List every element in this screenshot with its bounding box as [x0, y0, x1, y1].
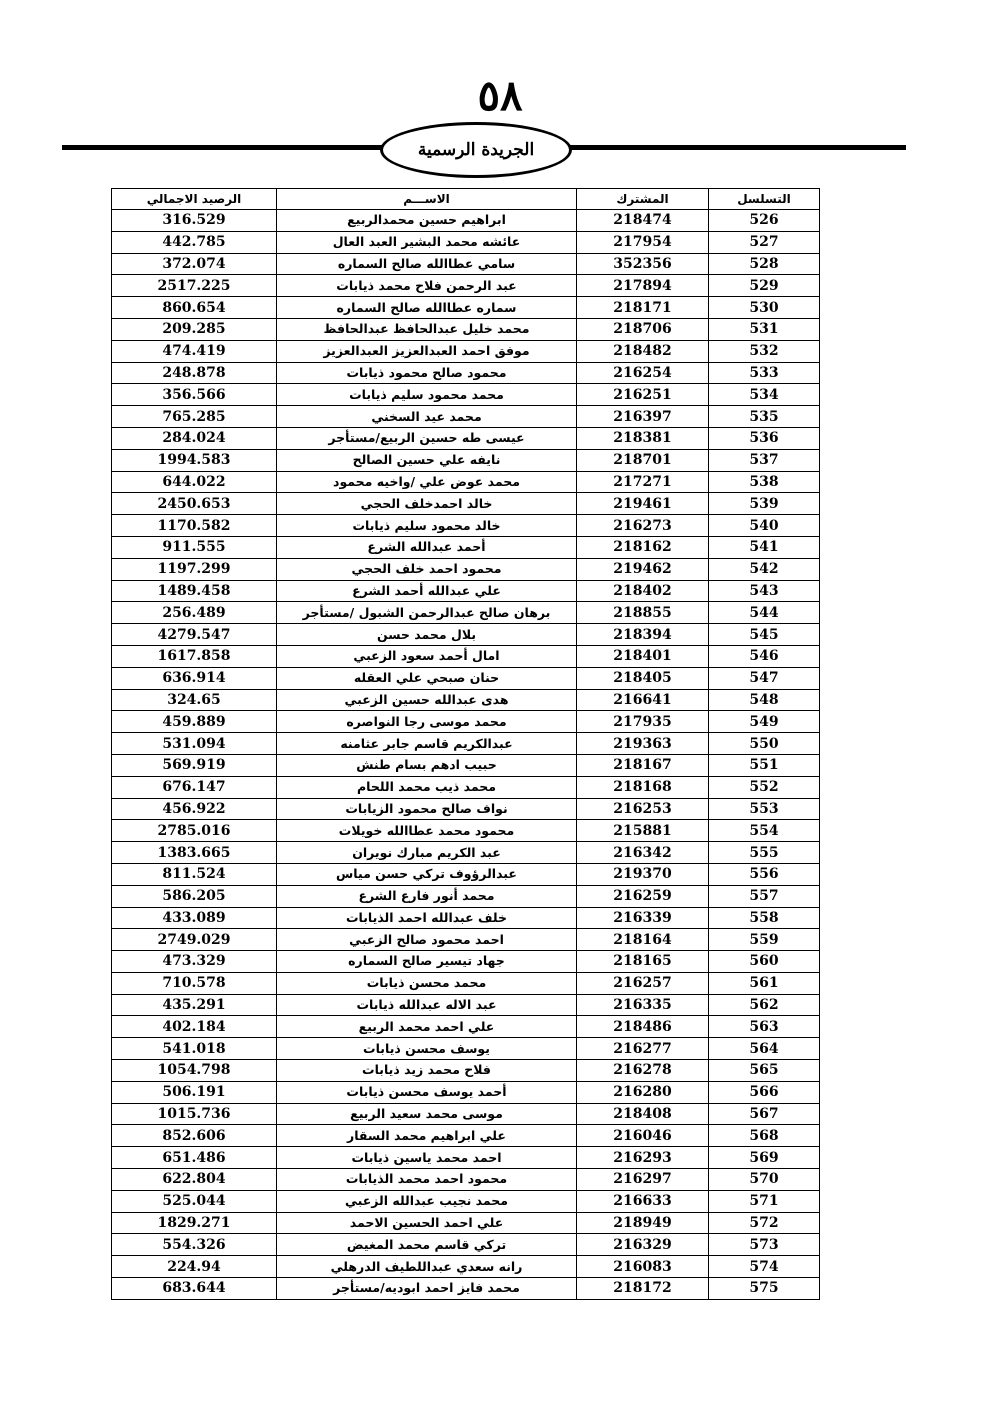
table-row: [112, 515, 820, 537]
table-row: [112, 275, 820, 297]
table-row: [112, 558, 820, 580]
serial-cell: 536: [709, 427, 820, 449]
name-cell: احمد محمود صالح الزعبي: [277, 929, 577, 951]
name-cell: جهاد تيسير صالح السماره: [277, 951, 577, 973]
serial-cell: 537: [709, 449, 820, 471]
serial-cell: 565: [709, 1060, 820, 1082]
balance-cell: 459.889: [112, 711, 277, 733]
serial-cell: 569: [709, 1147, 820, 1169]
balance-cell: 1197.299: [112, 558, 277, 580]
name-cell: علي احمد محمد الربيع: [277, 1016, 577, 1038]
serial-cell: 572: [709, 1212, 820, 1234]
table-body: [112, 210, 820, 1300]
subscriber-cell: 216277: [577, 1038, 709, 1060]
table-row: [112, 994, 820, 1016]
table-row: [112, 885, 820, 907]
table-row: [112, 711, 820, 733]
balance-cell: 636.914: [112, 667, 277, 689]
subscriber-cell: 216297: [577, 1169, 709, 1191]
subscriber-cell: 216259: [577, 885, 709, 907]
table-row: [112, 1190, 820, 1212]
balance-cell: 474.419: [112, 340, 277, 362]
serial-cell: 544: [709, 602, 820, 624]
table-row: [112, 493, 820, 515]
table-row: [112, 362, 820, 384]
table-row: [112, 645, 820, 667]
balance-cell: 256.489: [112, 602, 277, 624]
balance-cell: 2749.029: [112, 929, 277, 951]
serial-cell: 571: [709, 1190, 820, 1212]
serial-cell: 548: [709, 689, 820, 711]
name-cell: نايفه علي حسين الصالح: [277, 449, 577, 471]
subscriber-cell: 216342: [577, 842, 709, 864]
table-row: [112, 536, 820, 558]
serial-cell: 545: [709, 624, 820, 646]
table-row: [112, 471, 820, 493]
balance-cell: 506.191: [112, 1081, 277, 1103]
serial-cell: 563: [709, 1016, 820, 1038]
subscriber-cell: 216280: [577, 1081, 709, 1103]
table-row: [112, 1256, 820, 1278]
table-row: [112, 1081, 820, 1103]
table-row: [112, 1060, 820, 1082]
subscriber-cell: 215881: [577, 820, 709, 842]
subscriber-cell: 219462: [577, 558, 709, 580]
serial-cell: 555: [709, 842, 820, 864]
name-cell: يوسف محسن ذيابات: [277, 1038, 577, 1060]
serial-cell: 526: [709, 210, 820, 232]
balance-cell: 622.804: [112, 1169, 277, 1191]
balance-cell: 811.524: [112, 863, 277, 885]
header-rule-left: [62, 145, 392, 150]
header-balance: الرصيد الاجمالي: [112, 189, 277, 210]
serial-cell: 527: [709, 231, 820, 253]
serial-cell: 543: [709, 580, 820, 602]
balance-cell: 433.089: [112, 907, 277, 929]
page-number: ٥٨: [477, 71, 523, 120]
balance-cell: 852.606: [112, 1125, 277, 1147]
subscriber-cell: 217271: [577, 471, 709, 493]
name-cell: محمود محمد عطاالله خويلات: [277, 820, 577, 842]
table-row: [112, 733, 820, 755]
name-cell: برهان صالح عبدالرحمن الشبول /مستأجر: [277, 602, 577, 624]
balance-cell: 372.074: [112, 253, 277, 275]
subscriber-cell: 216083: [577, 1256, 709, 1278]
balance-cell: 435.291: [112, 994, 277, 1016]
balance-cell: 911.555: [112, 536, 277, 558]
serial-cell: 547: [709, 667, 820, 689]
balance-cell: 1617.858: [112, 645, 277, 667]
table-row: [112, 972, 820, 994]
table-row: [112, 1234, 820, 1256]
subscriber-cell: 218162: [577, 536, 709, 558]
name-cell: موسى محمد سعيد الربيع: [277, 1103, 577, 1125]
balance-cell: 316.529: [112, 210, 277, 232]
table-row: [112, 798, 820, 820]
name-cell: فلاح محمد زيد ذيابات: [277, 1060, 577, 1082]
serial-cell: 573: [709, 1234, 820, 1256]
balance-cell: 456.922: [112, 798, 277, 820]
name-cell: علي ابراهيم محمد السقار: [277, 1125, 577, 1147]
balance-cell: 473.329: [112, 951, 277, 973]
name-cell: موفق احمد العبدالعزيز العبدالعزيز: [277, 340, 577, 362]
subscriber-cell: 218394: [577, 624, 709, 646]
balance-cell: 644.022: [112, 471, 277, 493]
serial-cell: 542: [709, 558, 820, 580]
balance-cell: 765.285: [112, 406, 277, 428]
masthead-title: الجريدة الرسمية: [417, 140, 535, 160]
name-cell: محمد ذيب محمد اللحام: [277, 776, 577, 798]
subscriber-cell: 218171: [577, 297, 709, 319]
name-cell: خالد محمود سليم ذيابات: [277, 515, 577, 537]
table-row: [112, 624, 820, 646]
name-cell: عبد الكريم مبارك نويران: [277, 842, 577, 864]
serial-cell: 570: [709, 1169, 820, 1191]
header-rule-right: [566, 145, 906, 150]
serial-cell: 532: [709, 340, 820, 362]
subscriber-cell: 218165: [577, 951, 709, 973]
table-row: [112, 754, 820, 776]
subscriber-cell: 216253: [577, 798, 709, 820]
table-row: [112, 689, 820, 711]
name-cell: محمود صالح محمود ذيابات: [277, 362, 577, 384]
balance-cell: 1015.736: [112, 1103, 277, 1125]
name-cell: علي احمد الحسين الاحمد: [277, 1212, 577, 1234]
subscriber-cell: 216293: [577, 1147, 709, 1169]
serial-cell: 546: [709, 645, 820, 667]
table-row: [112, 427, 820, 449]
name-cell: أحمد يوسف محسن ذيابات: [277, 1081, 577, 1103]
table-row: [112, 907, 820, 929]
name-cell: محمد أنور فارع الشرع: [277, 885, 577, 907]
table-row: [112, 297, 820, 319]
table-row: [112, 580, 820, 602]
balance-cell: 248.878: [112, 362, 277, 384]
name-cell: عيسى طه حسين الربيع/مستأجر: [277, 427, 577, 449]
serial-cell: 531: [709, 318, 820, 340]
serial-cell: 533: [709, 362, 820, 384]
table-row: [112, 929, 820, 951]
balance-cell: 860.654: [112, 297, 277, 319]
name-cell: نواف صالح محمود الزيابات: [277, 798, 577, 820]
name-cell: هدى عبدالله حسين الزعبي: [277, 689, 577, 711]
name-cell: محمد محسن ذيابات: [277, 972, 577, 994]
subscriber-cell: 218486: [577, 1016, 709, 1038]
subscriber-cell: 216641: [577, 689, 709, 711]
name-cell: محمد نجيب عبدالله الزعبي: [277, 1190, 577, 1212]
name-cell: محمود احمد خلف الحجي: [277, 558, 577, 580]
serial-cell: 529: [709, 275, 820, 297]
masthead-oval: [380, 122, 572, 178]
table-row: [112, 602, 820, 624]
subscriber-cell: 216633: [577, 1190, 709, 1212]
subscriber-cell: 216273: [577, 515, 709, 537]
balance-cell: 586.205: [112, 885, 277, 907]
balance-cell: 2517.225: [112, 275, 277, 297]
name-cell: عبد الاله عبدالله ذيابات: [277, 994, 577, 1016]
name-cell: بلال محمد حسن: [277, 624, 577, 646]
balance-cell: 541.018: [112, 1038, 277, 1060]
subscribers-table: [111, 188, 820, 1300]
balance-cell: 1829.271: [112, 1212, 277, 1234]
subscriber-cell: 216257: [577, 972, 709, 994]
subscriber-cell: 217954: [577, 231, 709, 253]
table-row: [112, 1038, 820, 1060]
name-cell: خالد احمدخلف الحجي: [277, 493, 577, 515]
name-cell: محمود احمد محمد الذيابات: [277, 1169, 577, 1191]
name-cell: محمد عوض علي /واخيه محمود: [277, 471, 577, 493]
subscriber-cell: 216278: [577, 1060, 709, 1082]
name-cell: عبدالكريم قاسم جابر عثامنه: [277, 733, 577, 755]
balance-cell: 224.94: [112, 1256, 277, 1278]
name-cell: محمد موسى رجا النواصره: [277, 711, 577, 733]
name-cell: سماره عطاالله صالح السماره: [277, 297, 577, 319]
table-row: [112, 384, 820, 406]
balance-cell: 683.644: [112, 1278, 277, 1300]
subscriber-cell: 218402: [577, 580, 709, 602]
serial-cell: 559: [709, 929, 820, 951]
balance-cell: 209.285: [112, 318, 277, 340]
name-cell: تركي قاسم محمد المغيض: [277, 1234, 577, 1256]
name-cell: عبدالرؤوف تركي حسن مياس: [277, 863, 577, 885]
name-cell: محمد محمود سليم ذيابات: [277, 384, 577, 406]
serial-cell: 556: [709, 863, 820, 885]
balance-cell: 1489.458: [112, 580, 277, 602]
subscriber-cell: 218381: [577, 427, 709, 449]
table-row: [112, 1103, 820, 1125]
serial-cell: 564: [709, 1038, 820, 1060]
name-cell: محمد فايز احمد ابوديه/مستأجر: [277, 1278, 577, 1300]
table-row: [112, 667, 820, 689]
serial-cell: 554: [709, 820, 820, 842]
table-row: [112, 253, 820, 275]
table-row: [112, 406, 820, 428]
serial-cell: 567: [709, 1103, 820, 1125]
balance-cell: 2785.016: [112, 820, 277, 842]
name-cell: سامي عطاالله صالح السماره: [277, 253, 577, 275]
balance-cell: 442.785: [112, 231, 277, 253]
header-serial: التسلسل: [709, 189, 820, 210]
table-row: [112, 1169, 820, 1191]
name-cell: رانه سعدي عبداللطيف الدرهلي: [277, 1256, 577, 1278]
subscriber-cell: 216251: [577, 384, 709, 406]
serial-cell: 566: [709, 1081, 820, 1103]
serial-cell: 528: [709, 253, 820, 275]
header-subscriber: المشترك: [577, 189, 709, 210]
balance-cell: 1170.582: [112, 515, 277, 537]
serial-cell: 540: [709, 515, 820, 537]
name-cell: محمد عيد السخني: [277, 406, 577, 428]
table-row: [112, 210, 820, 232]
subscriber-cell: 219363: [577, 733, 709, 755]
subscriber-cell: 219370: [577, 863, 709, 885]
subscriber-cell: 218408: [577, 1103, 709, 1125]
serial-cell: 549: [709, 711, 820, 733]
table-row: [112, 820, 820, 842]
serial-cell: 553: [709, 798, 820, 820]
balance-cell: 531.094: [112, 733, 277, 755]
serial-cell: 552: [709, 776, 820, 798]
subscriber-cell: 216339: [577, 907, 709, 929]
serial-cell: 538: [709, 471, 820, 493]
subscriber-cell: 218172: [577, 1278, 709, 1300]
name-cell: أحمد عبدالله الشرع: [277, 536, 577, 558]
subscriber-cell: 218167: [577, 754, 709, 776]
subscriber-cell: 217894: [577, 275, 709, 297]
subscriber-cell: 218168: [577, 776, 709, 798]
serial-cell: 539: [709, 493, 820, 515]
subscriber-cell: 218855: [577, 602, 709, 624]
name-cell: امال أحمد سعود الزعبي: [277, 645, 577, 667]
table-row: [112, 1125, 820, 1147]
subscriber-cell: 218482: [577, 340, 709, 362]
serial-cell: 574: [709, 1256, 820, 1278]
subscriber-cell: 219461: [577, 493, 709, 515]
balance-cell: 324.65: [112, 689, 277, 711]
table-row: [112, 863, 820, 885]
balance-cell: 569.919: [112, 754, 277, 776]
subscriber-cell: 218164: [577, 929, 709, 951]
table-row: [112, 1147, 820, 1169]
table-row: [112, 951, 820, 973]
table-row: [112, 1016, 820, 1038]
serial-cell: 557: [709, 885, 820, 907]
balance-cell: 525.044: [112, 1190, 277, 1212]
subscriber-cell: 216046: [577, 1125, 709, 1147]
serial-cell: 535: [709, 406, 820, 428]
serial-cell: 534: [709, 384, 820, 406]
balance-cell: 356.566: [112, 384, 277, 406]
serial-cell: 562: [709, 994, 820, 1016]
subscriber-cell: 217935: [577, 711, 709, 733]
subscriber-cell: 216329: [577, 1234, 709, 1256]
name-cell: حبيب ادهم بسام طنش: [277, 754, 577, 776]
balance-cell: 1383.665: [112, 842, 277, 864]
name-cell: احمد محمد ياسين ذيابات: [277, 1147, 577, 1169]
table-row: [112, 318, 820, 340]
subscriber-cell: 218706: [577, 318, 709, 340]
table-row: [112, 231, 820, 253]
serial-cell: 558: [709, 907, 820, 929]
serial-cell: 541: [709, 536, 820, 558]
name-cell: علي عبدالله أحمد الشرع: [277, 580, 577, 602]
balance-cell: 710.578: [112, 972, 277, 994]
name-cell: محمد خليل عبدالحافظ عبدالحافظ: [277, 318, 577, 340]
name-cell: عائشه محمد البشير العبد العال: [277, 231, 577, 253]
subscriber-cell: 216254: [577, 362, 709, 384]
subscriber-cell: 216397: [577, 406, 709, 428]
table-row: [112, 776, 820, 798]
table-row: [112, 1212, 820, 1234]
table-row: [112, 842, 820, 864]
subscriber-cell: 216335: [577, 994, 709, 1016]
balance-cell: 1994.583: [112, 449, 277, 471]
table-row: [112, 449, 820, 471]
balance-cell: 554.326: [112, 1234, 277, 1256]
balance-cell: 651.486: [112, 1147, 277, 1169]
table-row: [112, 1278, 820, 1300]
name-cell: خلف عبدالله احمد الذيابات: [277, 907, 577, 929]
balance-cell: 676.147: [112, 776, 277, 798]
subscriber-cell: 218405: [577, 667, 709, 689]
name-cell: حنان صبحي علي العقله: [277, 667, 577, 689]
balance-cell: 4279.547: [112, 624, 277, 646]
header-name: الاســـم: [277, 189, 577, 210]
name-cell: ابراهيم حسين محمدالربيع: [277, 210, 577, 232]
subscriber-cell: 218474: [577, 210, 709, 232]
serial-cell: 561: [709, 972, 820, 994]
serial-cell: 568: [709, 1125, 820, 1147]
subscriber-cell: 218949: [577, 1212, 709, 1234]
serial-cell: 530: [709, 297, 820, 319]
serial-cell: 560: [709, 951, 820, 973]
serial-cell: 550: [709, 733, 820, 755]
balance-cell: 1054.798: [112, 1060, 277, 1082]
name-cell: عبد الرحمن فلاح محمد ذيابات: [277, 275, 577, 297]
balance-cell: 284.024: [112, 427, 277, 449]
balance-cell: 402.184: [112, 1016, 277, 1038]
serial-cell: 575: [709, 1278, 820, 1300]
subscriber-cell: 218701: [577, 449, 709, 471]
subscriber-cell: 352356: [577, 253, 709, 275]
table-row: [112, 340, 820, 362]
serial-cell: 551: [709, 754, 820, 776]
subscribers-table-container: [111, 188, 819, 1300]
subscriber-cell: 218401: [577, 645, 709, 667]
balance-cell: 2450.653: [112, 493, 277, 515]
table-header-row: [112, 189, 820, 210]
